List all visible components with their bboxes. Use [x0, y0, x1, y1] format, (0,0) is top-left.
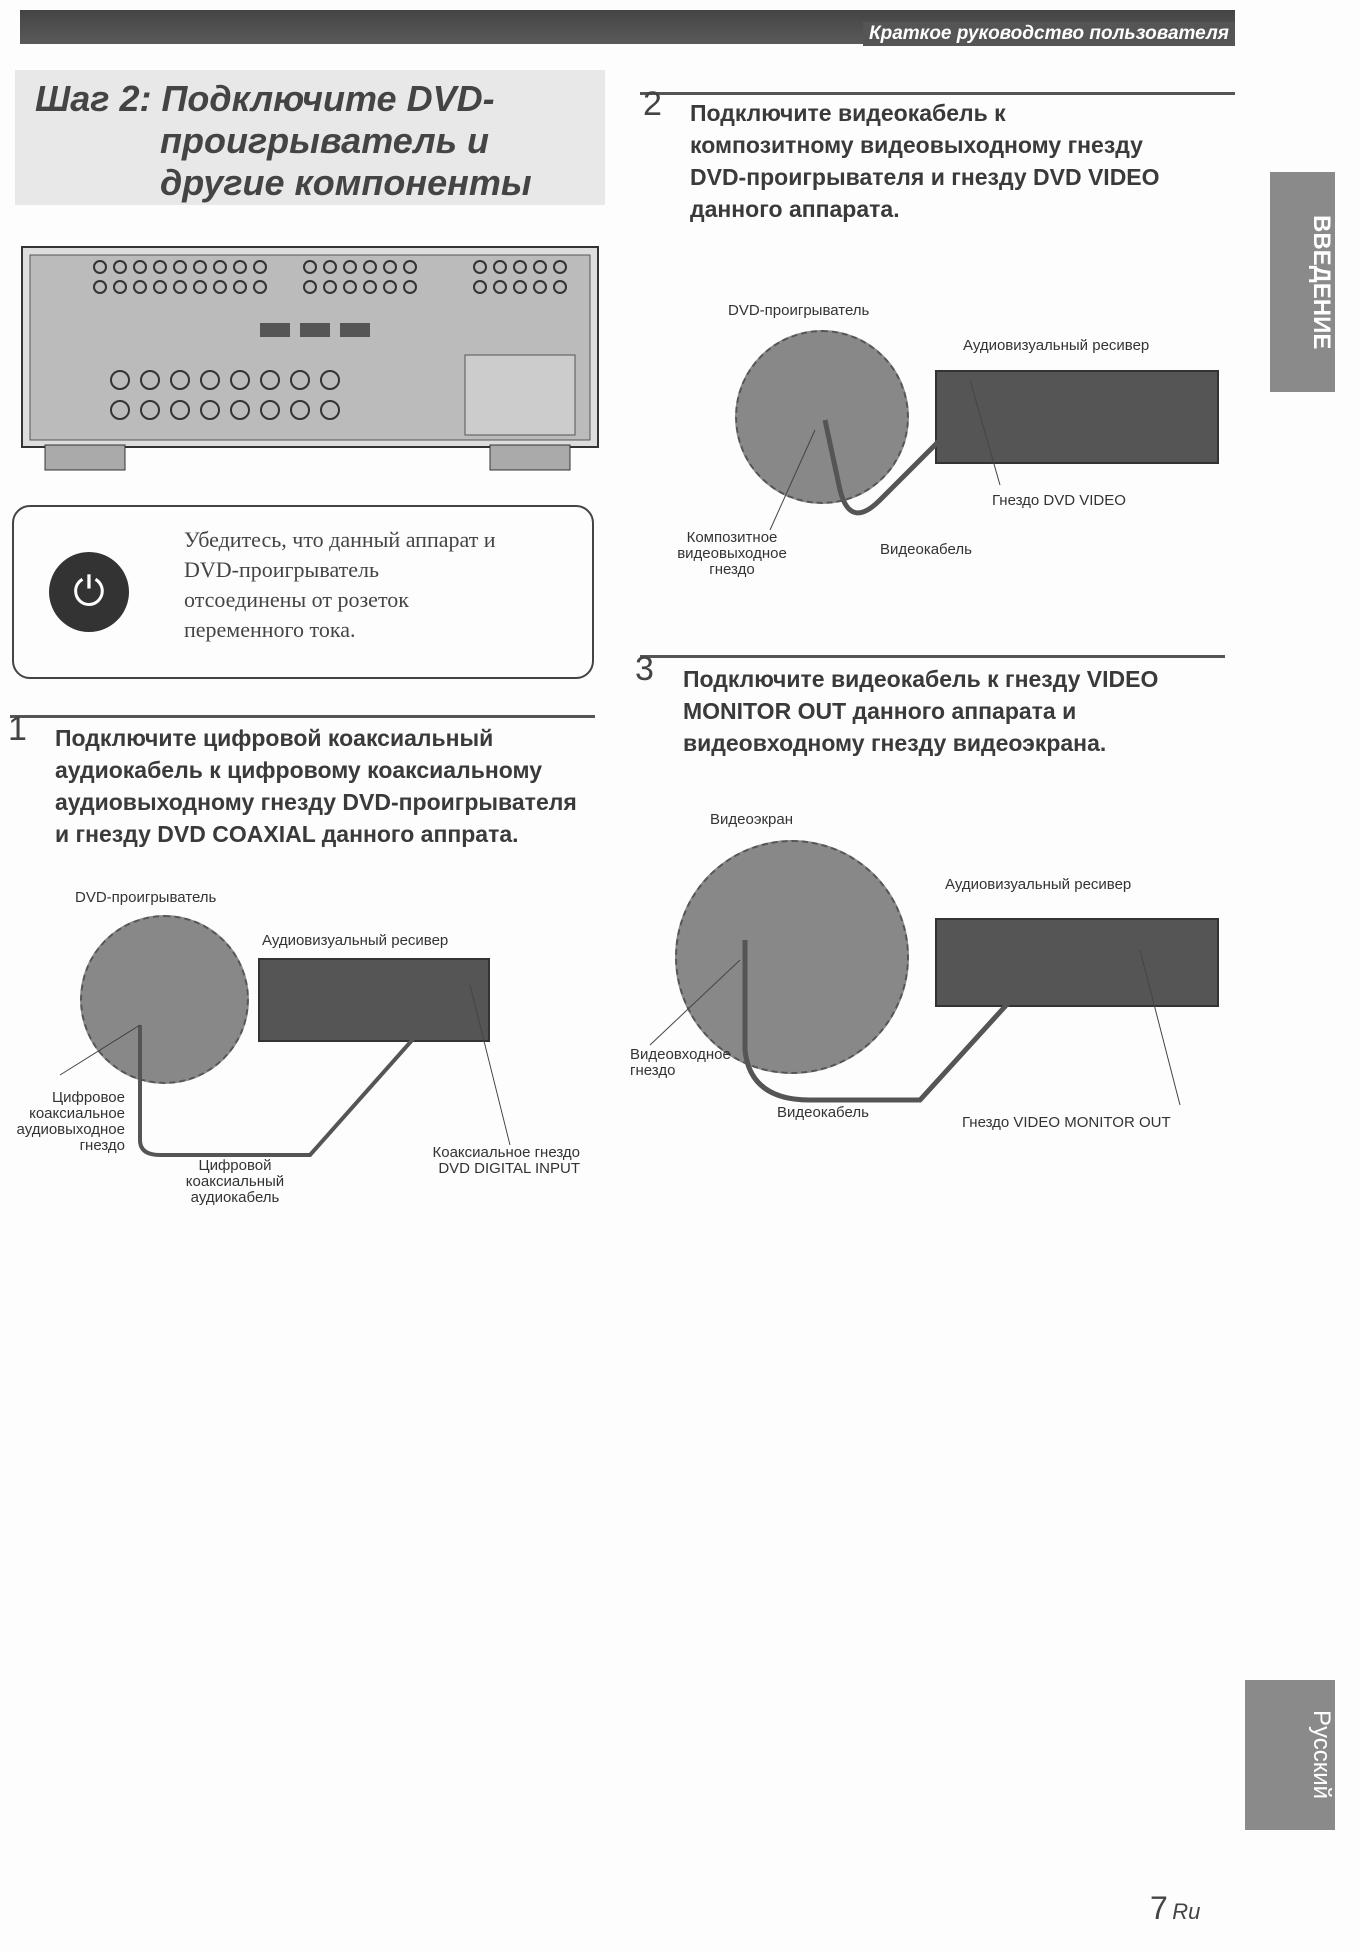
step-number: 3 [635, 650, 654, 688]
divider [640, 655, 1225, 658]
label-video-screen: Видеоэкран [710, 811, 794, 828]
side-tab-language: Русский [1245, 1680, 1335, 1830]
label-video-in-jack: Видеовходное гнездо [630, 1046, 731, 1079]
step-line: данного аппарата. [690, 196, 900, 222]
page-number: 7 Ru [1150, 1890, 1201, 1926]
label-composite-out: Композитное видеовыходное гнездо [677, 529, 787, 578]
title-line: Шаг 2: Подключите DVD- [35, 78, 495, 119]
warning-line: отсоединены от розеток [184, 587, 409, 612]
label-dvd-digital-input: Коаксиальное гнездо DVD DIGITAL INPUT [432, 1144, 580, 1177]
label-receiver: Аудиовизуальный ресивер [963, 337, 1150, 354]
step-line: аудиокабель к цифровому коаксиальному [55, 757, 542, 783]
divider [640, 92, 1235, 95]
step-line: MONITOR OUT данного аппарата и [683, 698, 1077, 724]
step-number: 2 [643, 85, 662, 123]
label-coax-cable: Цифровой коаксиальный аудиокабель [185, 1157, 285, 1206]
step3-instructions [683, 663, 1158, 759]
warning-line: переменного тока. [184, 617, 356, 642]
warning-line: Убедитесь, что данный аппарат и [184, 527, 496, 552]
title-line: другие компоненты [160, 162, 532, 203]
label-digital-coax-out: Цифровое коаксиальное аудиовыходное гнездо [16, 1089, 125, 1154]
warning-line: DVD-проигрыватель [184, 557, 380, 582]
step-line: DVD-проигрывателя и гнезду DVD VIDEO [690, 164, 1160, 190]
step2-instructions [690, 97, 1160, 225]
step1-cables [0, 0, 700, 1220]
step-number: 1 [8, 710, 27, 748]
step-line: Подключите видеокабель к гнезду VIDEO [683, 666, 1159, 692]
label-dvd-video-jack: Гнездо DVD VIDEO [992, 492, 1126, 509]
side-tab-introduction: ВВЕДЕНИЕ [1270, 172, 1335, 392]
label-video-cable: Видеокабель [880, 541, 972, 558]
step-line: видеовходному гнезду видеоэкрана. [683, 730, 1107, 756]
label-dvd-player: DVD-проигрыватель [728, 302, 870, 319]
label-receiver: Аудиовизуальный ресивер [945, 876, 1132, 893]
step3-cables [620, 900, 1240, 1140]
unplug-icon: ⏻ [49, 552, 129, 632]
title-line: проигрыватель и [160, 120, 489, 161]
label-video-cable: Видеокабель [777, 1104, 869, 1121]
step-line: аудиовыходному гнезду DVD-проигрывателя [55, 789, 577, 815]
label-receiver: Аудиовизуальный ресивер [262, 932, 449, 949]
section-header: Краткое руководство пользователя [863, 22, 1235, 46]
label-monitor-out-jack: Гнездо VIDEO MONITOR OUT [962, 1114, 1171, 1131]
step-line: Подключите цифровой коаксиальный [55, 725, 494, 751]
label-dvd-player: DVD-проигрыватель [75, 889, 217, 906]
step-line: и гнезду DVD COAXIAL данного аппрата. [55, 821, 519, 847]
step-line: Подключите видеокабель к [690, 100, 1006, 126]
step-line: композитному видеовыходному гнезду [690, 132, 1143, 158]
